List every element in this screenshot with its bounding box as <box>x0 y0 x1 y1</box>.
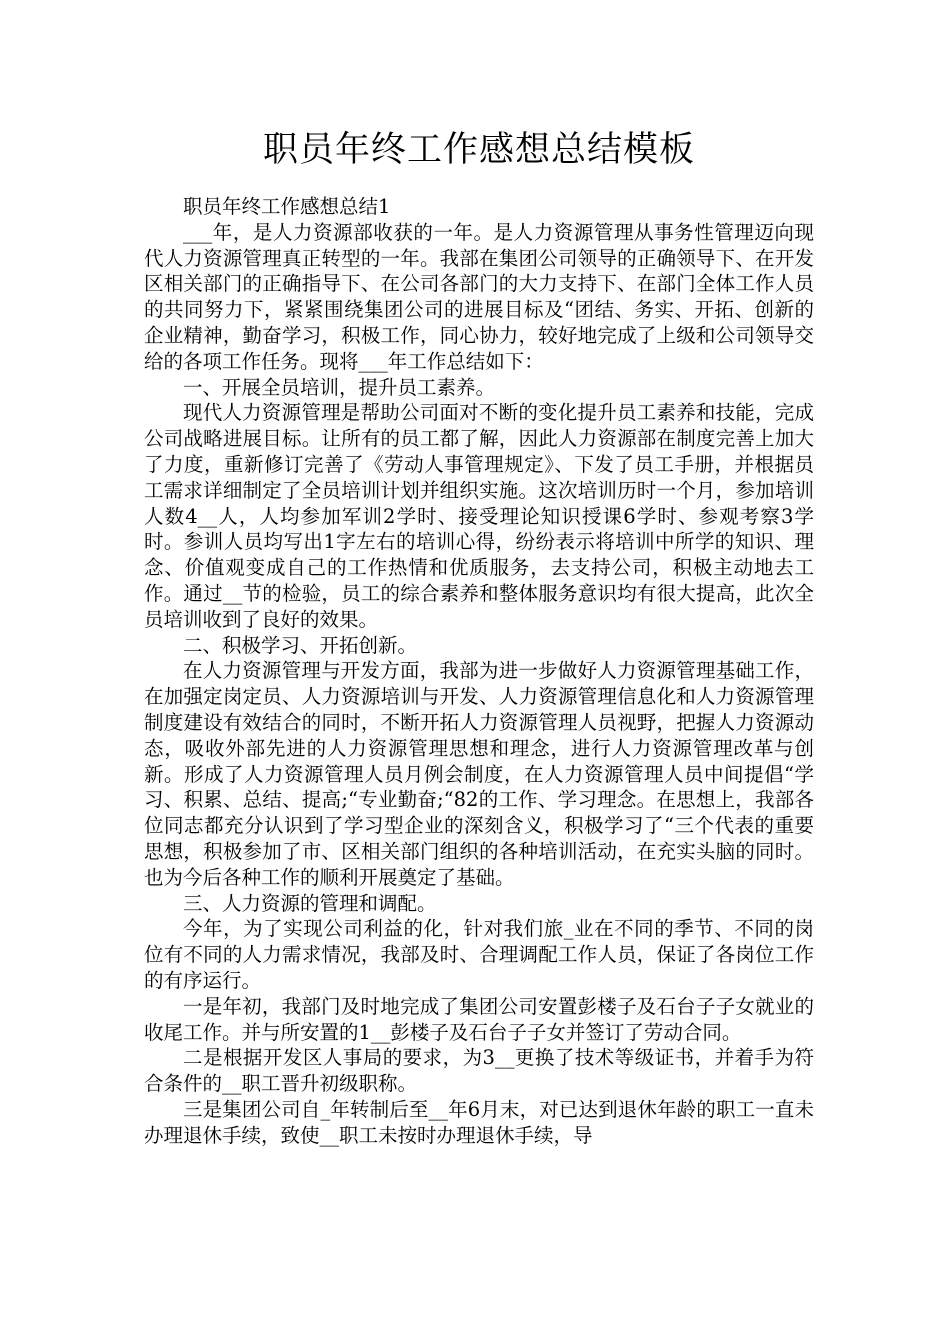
body-paragraph: 三是集团公司自_年转制后至__年6月末，对已达到退休年龄的职工一直未办理退休手续，致使__职工未按时办理退休手续，导 <box>144 1097 814 1147</box>
body-paragraph: 二是根据开发区人事局的要求，为3__更换了技术等级证书，并着手为符合条件的__职工晋升初级职称。 <box>144 1046 814 1096</box>
body-paragraph: 现代人力资源管理是帮助公司面对不断的变化提升员工素养和技能，完成公司战略进展目标。让所有的员工都了解，因此人力资源部在制度完善上加大了力度，重新修订完善了《劳动人事管理规定》、下发了员工手册，并根据员工需求详细制定了全员培训计划并组织实施。这次培训历时一个月，参加培训人数4__人，人均参加军训2学时、接受理论知识授课6学时、参观考察3学时。参训人员均写出1字左右的培训心得，纷纷表示将培训中所学的知识、理念、价值观变成自己的工作热情和优质服务，去支持公司，积极主动地去工作。通过__节的检验，员工的综合素养和整体服务意识均有很大提高，此次全员培训收到了良好的效果。 <box>144 401 814 631</box>
document-title: 职员年终工作感想总结模板 <box>262 130 695 170</box>
section-heading-2: 二、积极学习、开拓创新。 <box>183 633 418 657</box>
document-body <box>144 194 814 1148</box>
intro-paragraph: ___年，是人力资源部收获的一年。是人力资源管理从事务性管理迈向现代人力资源管理真正转型的一年。我部在集团公司领导的正确领导下、在开发区相关部门的正确指导下、在公司各部门的大力支持下、在部门全体工作人员的共同努力下，紧紧围绕集团公司的进展目标及“团结、务实、开拓、创新的企业精神，勤奋学习，积极工作，同心协力，较好地完成了上级和公司领导交给的各项工作任务。现将___年工作总结如下： <box>144 220 814 373</box>
body-paragraph: 一是年初，我部门及时地完成了集团公司安置彭楼子及石台子子女就业的收尾工作。并与所安置的1__彭楼子及石台子子女并签订了劳动合同。 <box>144 994 814 1044</box>
body-paragraph: 今年，为了实现公司利益的化，针对我们旅_业在不同的季节、不同的岗位有不同的人力需求情况，我部及时、合理调配工作人员，保证了各岗位工作的有序运行。 <box>144 917 814 992</box>
body-paragraph: 在人力资源管理与开发方面，我部为进一步做好人力资源管理基础工作，在加强定岗定员、人力资源培训与开发、人力资源管理信息化和人力资源管理制度建设有效结合的同时，不断开拓人力资源管理人员视野，把握人力资源动态，吸收外部先进的人力资源管理思想和理念，进行人力资源管理改革与创新。形成了人力资源管理人员月例会制度，在人力资源管理人员中间提倡“学习、积累、总结、提高;“专业勤奋;“82的工作、学习理念。在思想上，我部各位同志都充分认识到了学习型企业的深刻含义，积极学习了“三个代表的重要思想，积极参加了市、区相关部门组织的各种培训活动，在充实头脑的同时。也为今后各种工作的顺利开展奠定了基础。 <box>144 659 814 889</box>
document-page <box>144 124 814 1148</box>
section-heading-1: 一、开展全员培训，提升员工素养。 <box>183 375 496 399</box>
subtitle-paragraph: 职员年终工作感想总结1 <box>183 195 391 218</box>
section-heading-3: 三、人力资源的管理和调配。 <box>183 891 437 915</box>
